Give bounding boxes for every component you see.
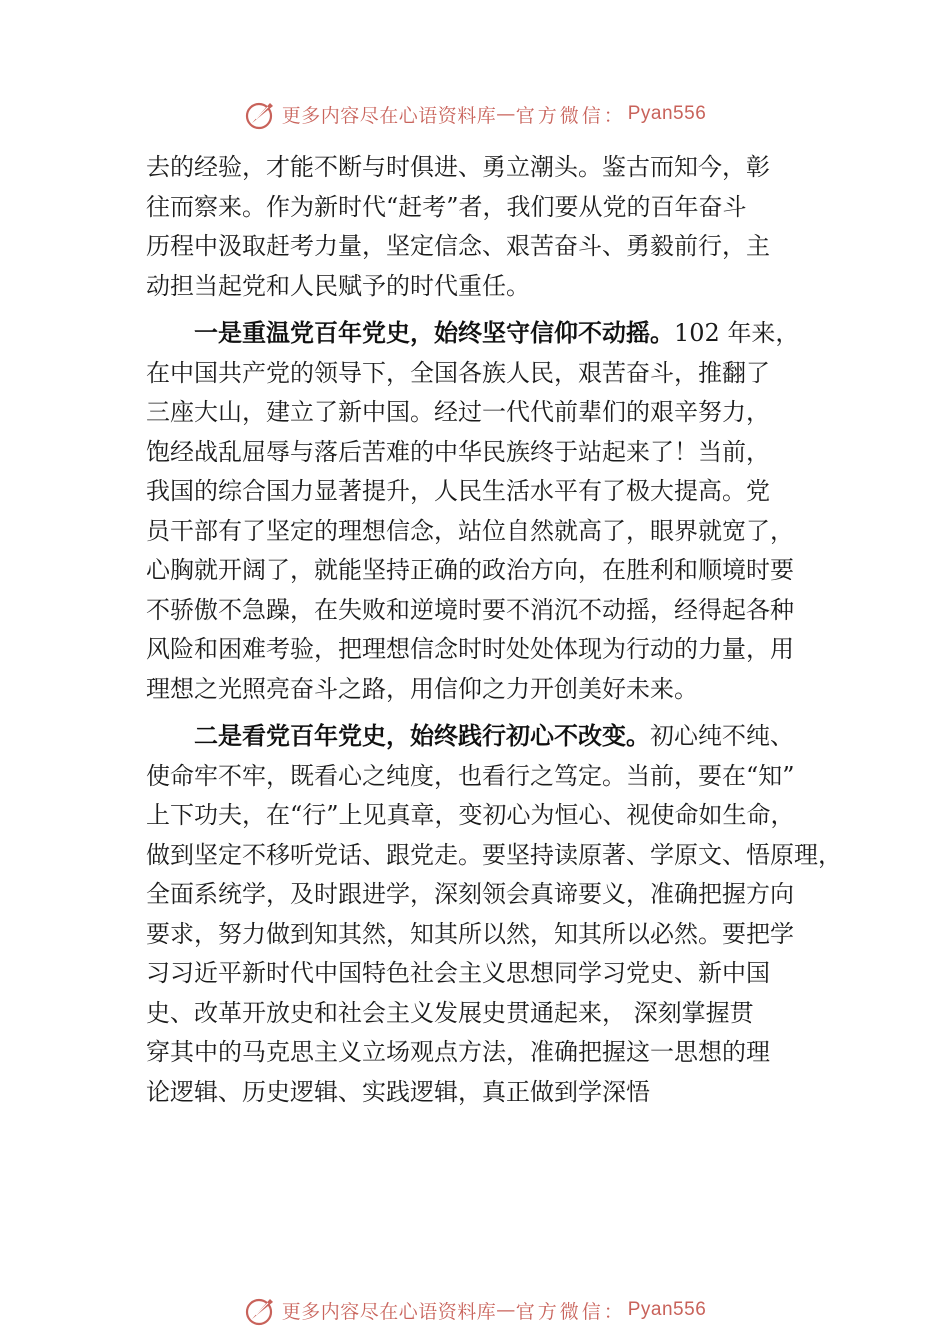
- text-line: 饱经战乱屈辱与落后苦难的中华民族终于站起来了！当前，: [146, 437, 770, 466]
- quill-logo-icon: [244, 1293, 278, 1327]
- paragraph-2-heading: 一是重温党百年党史，始终坚守信仰不动摇。: [194, 319, 674, 347]
- watermark-site-name: 更多内容尽在心语资料库: [281, 104, 497, 127]
- header-watermark: [0, 94, 950, 134]
- text-line: 动担当起党和人民赋予的时代重任。: [146, 271, 530, 300]
- watermark-wechat-id: Pyan556: [627, 1299, 707, 1320]
- paragraph-2: [146, 314, 836, 709]
- text-line: 论逻辑、历史逻辑、实践逻辑，真正做到学深悟: [146, 1077, 650, 1106]
- paragraph-3-first-text: 初心纯不纯、: [650, 722, 794, 750]
- text-line: 要求，努力做到知其然，知其所以然，知其所以必然。要把学: [146, 919, 794, 948]
- watermark-dash: —: [496, 1299, 516, 1321]
- text-line: 风险和困难考验，把理想信念时时处处体现为行动的力量，用: [146, 635, 794, 663]
- text-line: 历程中汲取赶考力量，坚定信念、艰苦奋斗、勇毅前行，主: [146, 232, 770, 260]
- watermark-wechat-label: 官方微信：: [515, 1300, 626, 1323]
- text-line: 史、改革开放史和社会主义发展史贯通起来， 深刻掌握贯: [146, 998, 754, 1027]
- footer-watermark: [0, 1290, 950, 1330]
- document-body: [146, 148, 842, 1112]
- text-line: 员干部有了坚定的理想信念，站位自然就高了，眼界就宽了，: [146, 516, 794, 545]
- paragraph-1: [146, 148, 836, 306]
- text-line: 在中国共产党的领导下，全国各族人民，艰苦奋斗，推翻了: [146, 358, 770, 387]
- watermark-site-name: 更多内容尽在心语资料库: [281, 1300, 497, 1323]
- text-line: 上下功夫，在“行”上见真章，变初心为恒心、视使命如生命，: [146, 801, 795, 829]
- text-line: 理想之光照亮奋斗之路，用信仰之力开创美好未来。: [146, 674, 698, 703]
- paragraph-3: [146, 717, 842, 1112]
- watermark-wechat-id: Pyan556: [627, 103, 707, 124]
- text-line: 心胸就开阔了，就能坚持正确的政治方向，在胜利和顺境时要: [146, 556, 794, 584]
- paragraph-3-first-line: [146, 717, 836, 757]
- text-line: 做到坚定不移听党话、跟党走。要坚持读原著、学原文、悟原理，: [146, 840, 842, 869]
- paragraph-2-first-text: 102 年来，: [674, 319, 800, 347]
- text-line: 使命牢不牢，既看心之纯度，也看行之笃定。当前，要在“知”: [146, 761, 795, 790]
- text-line: 去的经验，才能不断与时俱进、勇立潮头。鉴古而知今，彰: [146, 153, 770, 181]
- watermark-wechat-label: 官方微信：: [515, 104, 626, 127]
- paragraph-2-first-line: [146, 314, 836, 354]
- paragraph-3-heading: 二是看党百年党史，始终践行初心不改变。: [194, 722, 650, 750]
- watermark-dash: —: [496, 103, 516, 125]
- text-line: 往而察来。作为新时代“赶考”者，我们要从党的百年奋斗: [146, 192, 747, 221]
- text-line: 穿其中的马克思主义立场观点方法，准确把握这一思想的理: [146, 1038, 770, 1066]
- text-line: 习习近平新时代中国特色社会主义思想同学习党史、新中国: [146, 959, 770, 987]
- text-line: 全面系统学，及时跟进学，深刻领会真谛要义，准确把握方向: [146, 880, 794, 908]
- text-line: 我国的综合国力显著提升，人民生活水平有了极大提高。党: [146, 477, 770, 505]
- text-line: 三座大山，建立了新中国。经过一代代前辈们的艰辛努力，: [146, 398, 770, 426]
- text-line: 不骄傲不急躁，在失败和逆境时要不消沉不动摇，经得起各种: [146, 595, 794, 624]
- quill-logo-icon: [244, 97, 278, 131]
